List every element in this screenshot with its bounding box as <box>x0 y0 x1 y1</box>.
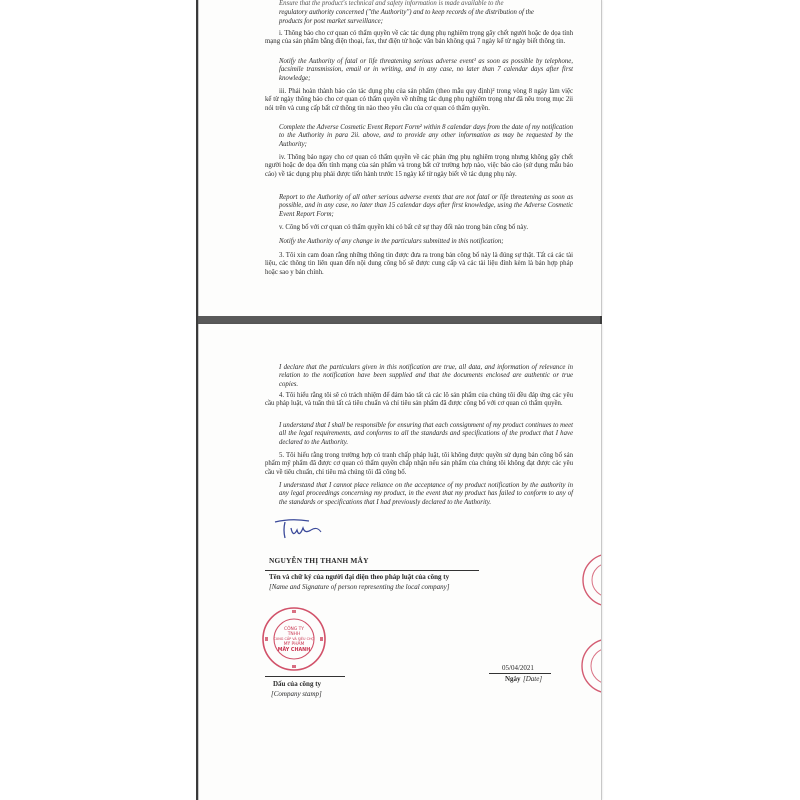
header-line-2: regulatory authority concerned ("the Authority") and to keep records of the distribution of the <box>279 9 534 16</box>
stamp-caption-vn: Dấu của công ty <box>273 680 322 688</box>
stamp-line-5: MÂY CHANH <box>277 648 311 653</box>
stamp-line-2: TNHH <box>287 632 301 637</box>
date-label-en: [Date] <box>523 675 543 683</box>
item-5-en: I understand that I cannot place reliance on the acceptance of my product notification by the authority in any legal proceedings concerning my product, in the event that my product has failed to conform to any of the standards or specifications that I had previously declared to the Authority. <box>279 482 573 506</box>
item-ii-en: Notify the Authority of fatal or life threatening serious adverse event¹ as soon as possible by telephone, facsimile transmission, email or in writing, and in any case, no later than 7 calendar days after first knowledge; <box>279 58 573 82</box>
company-stamp <box>261 606 327 672</box>
stamp-line-4: MỸ PHẨM <box>283 642 305 647</box>
stamp-caption-en: [Company stamp] <box>271 690 322 698</box>
item-v-vn: v. Công bố với cơ quan có thẩm quyền khi có bất cứ sự thay đổi nào trong bản công bố này. <box>279 224 529 231</box>
date-label-vn: Ngày <box>505 675 521 683</box>
item-iv-en: Report to the Authority of all other serious adverse events that are not fatal or life threatening as soon as possible, and in any case, no later than 15 calendar days after first knowledge, using the Adverse Cosmetic Event Report Form; <box>279 194 573 218</box>
header-line-1: Ensure that the product's technical and safety information is made available to the <box>279 0 504 7</box>
item-4-vn: 4. Tôi hiểu rằng tôi sẽ có trách nhiệm để đảm bảo tất cả các lô sản phẩm của chúng tôi đều đáp ứng các yêu cầu pháp luật, và tuân thủ tất cả tiêu chuẩn và chỉ tiêu sản phẩm đã được công bố với cơ quan có thẩm quyền. <box>265 392 573 408</box>
declare-en: I declare that the particulars given in this notification are true, all data, and information of relevance in relation to the notification have been supplied and that the documents enclosed are authentic or true copies. <box>279 364 573 388</box>
page-separator <box>198 316 600 324</box>
item-4-en: I understand that I shall be responsible for ensuring that each consignment of my product continues to meet all the legal requirements, and conforms to all the standards and specifications of the product that I have declared to the Authority. <box>279 422 573 446</box>
document-page-top <box>198 0 602 316</box>
item-iv-vn: iv. Thông báo ngay cho cơ quan có thẩm quyền về các phản ứng phụ nghiêm trọng nhưng không gây chết người hoặc đe dọa đến tính mạng của sản phẩm và trong bất cứ trường hợp nào, việc báo cáo (sử dụng mẫu báo cáo) về tác dụng phụ phải được tiến hành trước 15 ngày kể từ ngày biết về tác dụng phụ này. <box>265 154 573 178</box>
date-value: 05/04/2021 <box>502 664 534 672</box>
stamp-line <box>265 676 345 677</box>
stamp-line-1: CÔNG TY <box>284 627 304 632</box>
stamp-line-3: CUNG CẤP VÀ SIÊU CHỢ <box>273 637 315 641</box>
item-5-vn: 5. Tôi hiểu rằng trong trường hợp có tranh chấp pháp luật, tôi không được quyền sử dụng bản công bố sản phẩm mỹ phẩm đã được cơ quan có thẩm quyền chấp nhận nếu sản phẩm của chúng tôi không đạt được các yêu cầu về tiêu chuẩn, chỉ tiêu mà chúng tôi đã công bố. <box>265 452 573 476</box>
item-3-vn: 3. Tôi xin cam đoan rằng những thông tin được đưa ra trong bản công bố này là đúng sự thật. Tất cả các tài liệu, các thông tin liên quan đến nội dung công bố sẽ được cung cấp và các tài liệu đính kèm là bản hợp pháp hoặc sao y bản chính. <box>265 252 573 276</box>
stamp-fragment-lower <box>577 636 601 696</box>
document-page-bottom <box>198 324 602 800</box>
date-line <box>489 673 551 674</box>
item-i-vn: i. Thông báo cho cơ quan có thẩm quyền về các tác dụng phụ nghiêm trọng gây chết người hoặc đe dọa tính mạng của sản phẩm bằng điện thoại, fax, thư điện tử hoặc văn bản không quá 7 ngày kể từ ngày biết thông tin. <box>265 30 573 46</box>
item-iii-en: Complete the Adverse Cosmetic Event Report Form² within 8 calendar days from the date of my notification to the Authority in para 2ii. above, and to provide any other information as may be requested by the Authority; <box>279 124 573 148</box>
signer-name: NGUYỄN THỊ THANH MÂY <box>269 556 369 565</box>
signature-line <box>265 570 479 571</box>
item-iii-vn: iii. Phải hoàn thành báo cáo tác dụng phụ của sản phẩm (theo mẫu quy định)² trong vòng 8 ngày làm việc kể từ ngày thông báo cho cơ quan có thẩm quyền về những tác dụng phụ nghiêm trọng như đã nêu trong mục 2ii nói trên và cung cấp bất cứ thông tin nào theo yêu cầu của cơ quan có thẩm quyền. <box>265 88 573 112</box>
item-v-en: Notify the Authority of any change in the particulars submitted in this notification; <box>279 238 504 245</box>
header-line-3: products for post market surveillance; <box>279 18 383 25</box>
stamp-fragment-upper <box>579 550 601 610</box>
signature-caption-vn: Tên và chữ ký của người đại diện theo pháp luật của công ty <box>269 573 450 581</box>
handwritten-signature <box>271 516 331 544</box>
signature-caption-en: [Name and Signature of person representing the local company] <box>269 583 450 591</box>
